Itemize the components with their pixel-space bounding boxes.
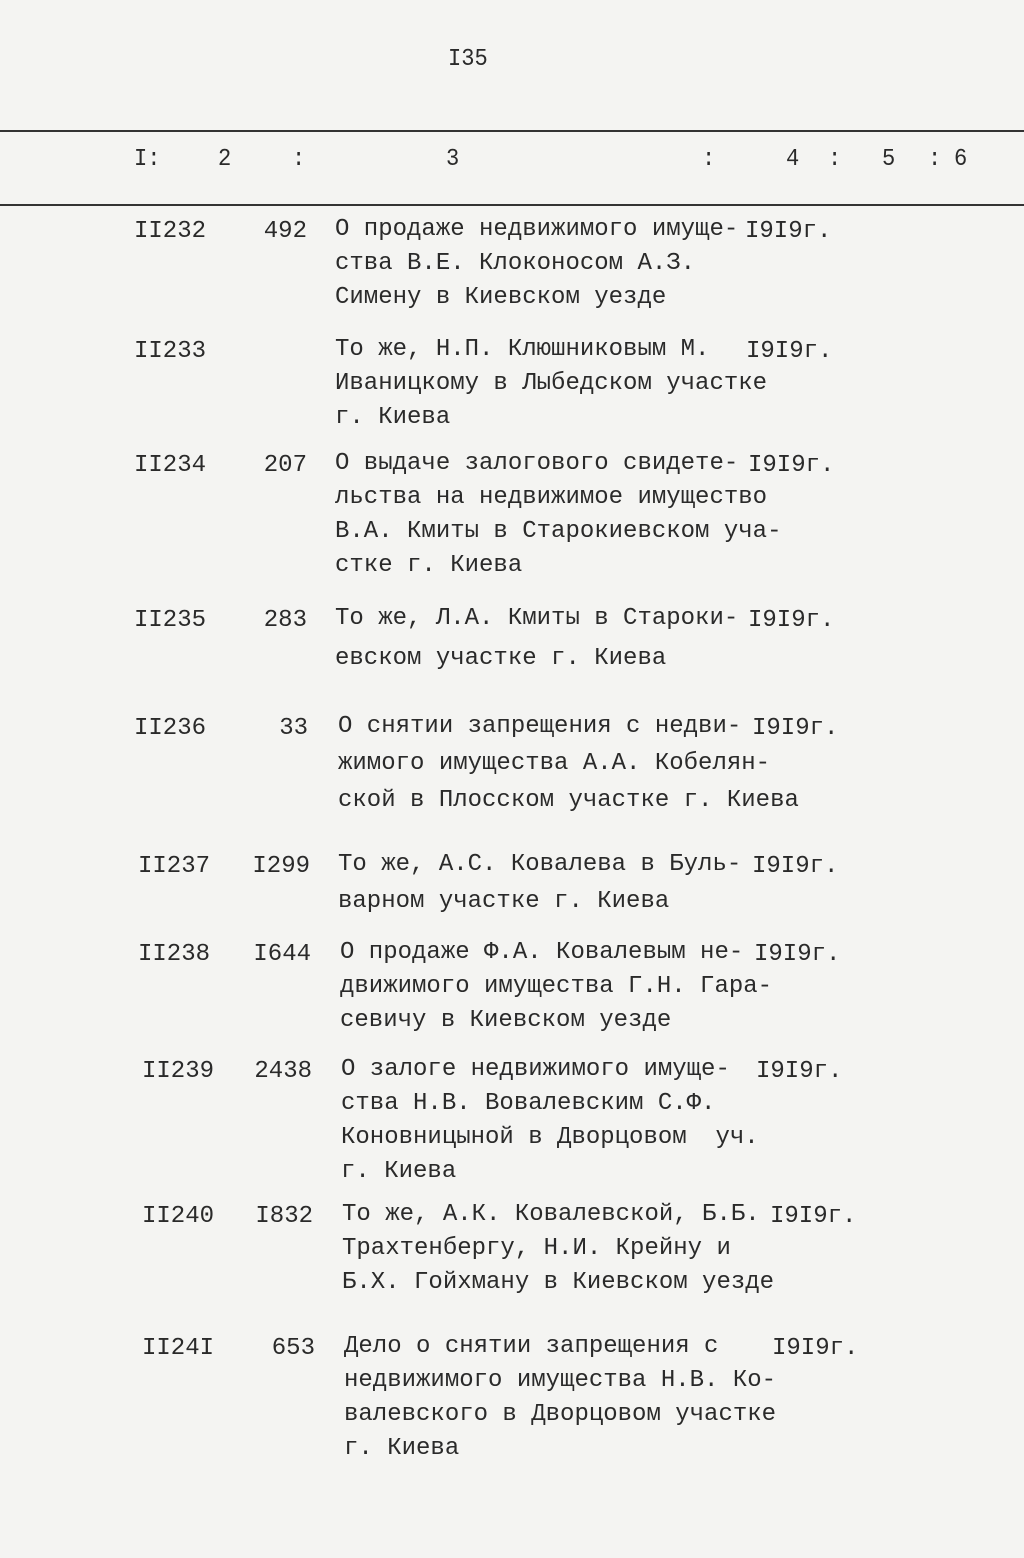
entry-sheets: 33: [279, 715, 308, 742]
entry-date: I9I9г.: [752, 715, 839, 742]
entry-title-line: стке г. Киева: [335, 552, 523, 579]
entry-title-line: варном участке г. Киева: [338, 888, 670, 915]
entry-date: I9I9г.: [754, 941, 841, 968]
entry-title-line: ства В.Е. Клоконосом А.З.: [335, 250, 696, 277]
entry-title-line: г. Киева: [341, 1158, 457, 1185]
entry-title-line: О выдаче залогового свидете-: [335, 450, 739, 477]
entry-title-line: Симену в Киевском уезде: [335, 284, 667, 311]
entry-number: II232: [134, 218, 207, 245]
header-col2: 2: [218, 146, 232, 173]
entry-number: II24I: [142, 1335, 215, 1362]
entry-date: I9I9г.: [770, 1203, 857, 1230]
entry-sheets: 283: [263, 607, 307, 634]
entry-title-line: То же, Л.А. Кмиты в Староки-: [335, 605, 739, 632]
entry-date: I9I9г.: [748, 452, 835, 479]
entry-title-line: евском участке г. Киева: [335, 645, 667, 672]
entry-title-line: г. Киева: [335, 404, 451, 431]
entry-title-line: То же, А.С. Ковалева в Буль-: [338, 851, 742, 878]
header-col1: I:: [134, 146, 161, 173]
entry-title-line: Дело о снятии запрещения с: [344, 1333, 719, 1360]
entry-title-line: О залоге недвижимого имуще-: [341, 1056, 730, 1083]
entry-date: I9I9г.: [745, 218, 832, 245]
entry-number: II239: [142, 1058, 215, 1085]
entry-title-line: В.А. Кмиты в Старокиевском уча-: [335, 518, 782, 545]
page-number: I35: [448, 46, 488, 73]
entry-number: II235: [134, 607, 207, 634]
entry-title-line: ской в Плосском участке г. Киева: [338, 787, 799, 814]
entry-title-line: севичу в Киевском уезде: [340, 1007, 672, 1034]
entry-sheets: 207: [263, 452, 307, 479]
entry-date: I9I9г.: [752, 853, 839, 880]
entry-number: II238: [138, 941, 211, 968]
header-bottom-rule: [0, 204, 1024, 206]
entry-title-line: ства Н.В. Вовалевским С.Ф.: [341, 1090, 716, 1117]
entry-sheets: 653: [271, 1335, 315, 1362]
header-col6: 6: [954, 146, 968, 173]
header-top-rule: [0, 130, 1024, 132]
entry-sheets: I644: [253, 941, 311, 968]
header-col3: 3: [446, 146, 460, 173]
entry-sheets: 2438: [254, 1058, 312, 1085]
header-col5: 5: [882, 146, 896, 173]
entry-number: II234: [134, 452, 207, 479]
entry-date: I9I9г.: [748, 607, 835, 634]
entry-title-line: движимого имущества Г.Н. Гара-: [340, 973, 773, 1000]
entry-number: II240: [142, 1203, 215, 1230]
entry-title-line: О продаже Ф.А. Ковалевым не-: [340, 939, 744, 966]
entry-title-line: Иваницкому в Лыбедском участке: [335, 370, 768, 397]
entry-title-line: Коновницыной в Дворцовом уч.: [341, 1124, 759, 1151]
entry-sheets: 492: [263, 218, 307, 245]
entry-sheets: I299: [252, 853, 310, 880]
entry-title-line: г. Киева: [344, 1435, 460, 1462]
entry-title-line: То же, А.К. Ковалевской, Б.Б.: [342, 1201, 760, 1228]
entry-title-line: То же, Н.П. Клюшниковым М.: [335, 336, 710, 363]
header-sep: :: [702, 146, 716, 173]
entry-title-line: Б.Х. Гойхману в Киевском уезде: [342, 1269, 775, 1296]
entry-sheets: I832: [255, 1203, 313, 1230]
entry-date: I9I9г.: [756, 1058, 843, 1085]
entry-number: II233: [134, 338, 207, 365]
entry-title-line: недвижимого имущества Н.В. Ко-: [344, 1367, 777, 1394]
header-sep: :: [828, 146, 842, 173]
header-col4: 4: [786, 146, 800, 173]
entry-number: II237: [138, 853, 211, 880]
entry-title-line: валевского в Дворцовом участке: [344, 1401, 777, 1428]
entry-title-line: льства на недвижимое имущество: [335, 484, 768, 511]
entry-date: I9I9г.: [746, 338, 833, 365]
entry-date: I9I9г.: [772, 1335, 859, 1362]
entry-title-line: О снятии запрещения с недви-: [338, 713, 742, 740]
entry-number: II236: [134, 715, 207, 742]
entry-title-line: О продаже недвижимого имуще-: [335, 216, 739, 243]
header-sep: :: [928, 146, 942, 173]
header-sep: :: [292, 146, 306, 173]
entry-title-line: Трахтенбергу, Н.И. Крейну и: [342, 1235, 731, 1262]
entry-title-line: жимого имущества А.А. Кобелян-: [338, 750, 771, 777]
